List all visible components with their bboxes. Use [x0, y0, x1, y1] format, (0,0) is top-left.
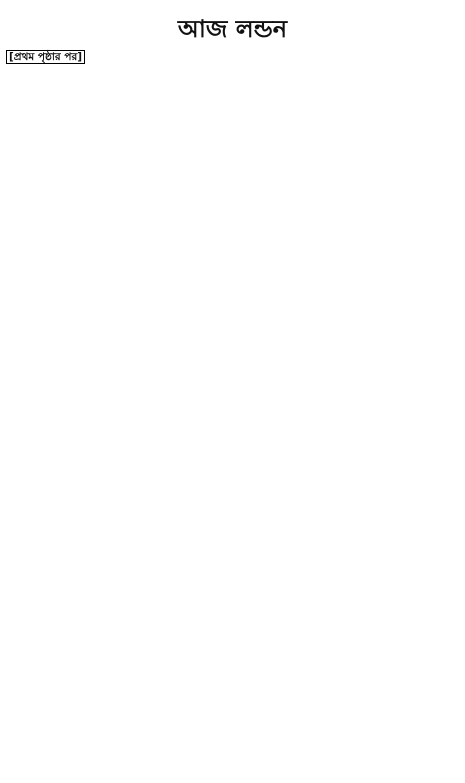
continued-from-front-page-label: [প্রথম পৃষ্ঠার পর]: [6, 50, 85, 64]
headline: আজ লন্ডন: [177, 15, 288, 43]
previous-article-fragment: [6, 0, 459, 12]
article-body: [6, 50, 459, 65]
